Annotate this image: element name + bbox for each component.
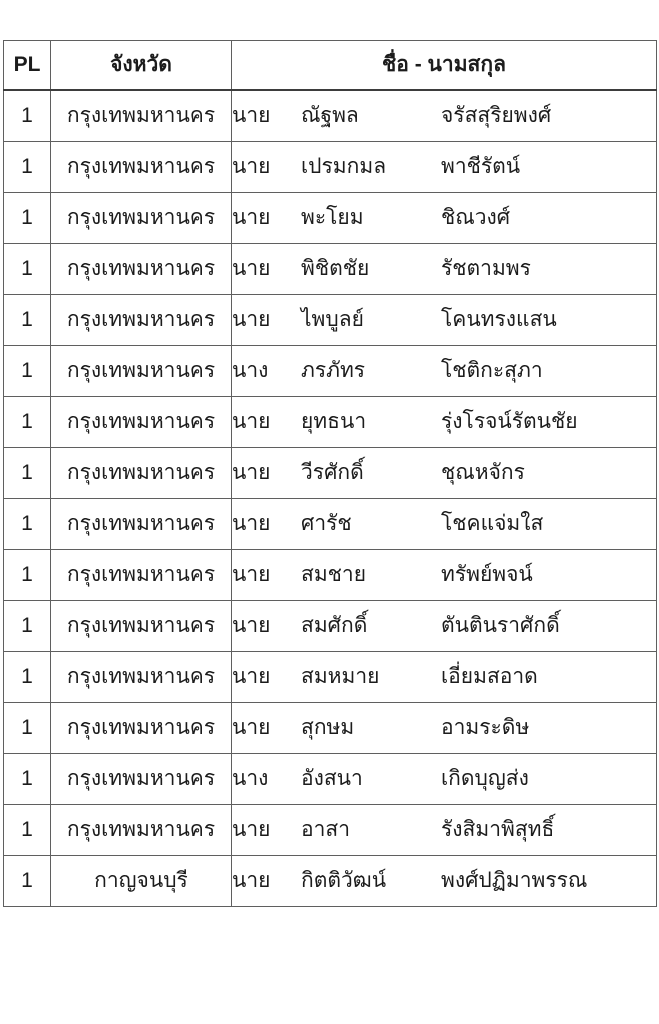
- cell-name: [232, 142, 657, 193]
- person-last-name: โชติกะสุภา: [441, 358, 543, 382]
- person-title: นาย: [232, 205, 271, 229]
- cell-province: กรุงเทพมหานคร: [51, 703, 232, 754]
- table-row: [4, 90, 657, 142]
- person-first-name: สมศักดิ์: [301, 613, 368, 637]
- name-grid: [232, 206, 656, 230]
- cell-name: [232, 346, 657, 397]
- table-row: [4, 856, 657, 907]
- person-last-name: รัชตามพร: [441, 256, 531, 280]
- header-row: [4, 41, 657, 91]
- name-grid: [232, 563, 656, 587]
- cell-pl: 1: [4, 90, 51, 142]
- person-last-name: พาชีรัตน์: [441, 154, 521, 178]
- cell-pl: 1: [4, 142, 51, 193]
- cell-province: กรุงเทพมหานคร: [51, 805, 232, 856]
- person-first-name: สุกษม: [301, 715, 355, 739]
- person-title: นาย: [232, 307, 271, 331]
- name-grid: [232, 410, 656, 434]
- cell-province: กรุงเทพมหานคร: [51, 295, 232, 346]
- cell-pl: 1: [4, 652, 51, 703]
- cell-name: [232, 244, 657, 295]
- cell-province: กรุงเทพมหานคร: [51, 754, 232, 805]
- cell-name: [232, 295, 657, 346]
- person-last-name: อามระดิษ: [441, 715, 530, 739]
- cell-pl: 1: [4, 856, 51, 907]
- cell-name: [232, 856, 657, 907]
- name-grid: [232, 818, 656, 842]
- cell-name: [232, 90, 657, 142]
- table-row: [4, 244, 657, 295]
- cell-province: กรุงเทพมหานคร: [51, 90, 232, 142]
- cell-province: กรุงเทพมหานคร: [51, 448, 232, 499]
- person-first-name: กิตติวัฒน์: [301, 868, 387, 892]
- cell-province: กรุงเทพมหานคร: [51, 142, 232, 193]
- name-grid: [232, 614, 656, 638]
- person-title: นาย: [232, 154, 271, 178]
- person-last-name: จรัสสุริยพงศ์: [441, 103, 552, 127]
- person-title: นาย: [232, 715, 271, 739]
- header-name: ชื่อ - นามสกุล: [232, 41, 657, 91]
- table-row: [4, 703, 657, 754]
- table-body: [4, 90, 657, 907]
- cell-province: กรุงเทพมหานคร: [51, 193, 232, 244]
- cell-name: [232, 193, 657, 244]
- name-grid: [232, 716, 656, 740]
- table-row: [4, 448, 657, 499]
- cell-province: กรุงเทพมหานคร: [51, 499, 232, 550]
- cell-name: [232, 499, 657, 550]
- table-row: [4, 295, 657, 346]
- name-grid: [232, 308, 656, 332]
- table-header: [4, 41, 657, 91]
- person-first-name: ภรภัทร: [301, 358, 366, 382]
- cell-province: กรุงเทพมหานคร: [51, 652, 232, 703]
- table-row: [4, 193, 657, 244]
- cell-pl: 1: [4, 550, 51, 601]
- cell-province: กาญจนบุรี: [51, 856, 232, 907]
- cell-pl: 1: [4, 601, 51, 652]
- table-row: [4, 652, 657, 703]
- header-pl: PL: [4, 41, 51, 91]
- cell-pl: 1: [4, 448, 51, 499]
- cell-name: [232, 448, 657, 499]
- person-last-name: ชิณวงศ์: [441, 205, 511, 229]
- cell-province: กรุงเทพมหานคร: [51, 601, 232, 652]
- province-name-table: [3, 40, 657, 907]
- cell-pl: 1: [4, 805, 51, 856]
- name-grid: [232, 257, 656, 281]
- person-title: นาง: [232, 766, 269, 790]
- person-first-name: เปรมกมล: [301, 154, 387, 178]
- cell-name: [232, 550, 657, 601]
- person-first-name: ศารัช: [301, 511, 352, 535]
- person-first-name: พิชิตชัย: [301, 256, 370, 280]
- table-row: [4, 397, 657, 448]
- person-first-name: ไพบูลย์: [301, 307, 364, 331]
- person-title: นาย: [232, 562, 271, 586]
- name-grid: [232, 104, 656, 128]
- person-title: นาย: [232, 409, 271, 433]
- cell-name: [232, 703, 657, 754]
- name-grid: [232, 767, 656, 791]
- person-title: นาย: [232, 664, 271, 688]
- person-title: นาย: [232, 103, 271, 127]
- cell-name: [232, 754, 657, 805]
- person-first-name: อังสนา: [301, 766, 363, 790]
- table-row: [4, 550, 657, 601]
- person-first-name: อาสา: [301, 817, 351, 841]
- person-first-name: พะโยม: [301, 205, 364, 229]
- cell-province: กรุงเทพมหานคร: [51, 397, 232, 448]
- cell-province: กรุงเทพมหานคร: [51, 346, 232, 397]
- cell-pl: 1: [4, 703, 51, 754]
- cell-pl: 1: [4, 346, 51, 397]
- table-row: [4, 754, 657, 805]
- person-first-name: สมหมาย: [301, 664, 380, 688]
- cell-pl: 1: [4, 499, 51, 550]
- cell-name: [232, 652, 657, 703]
- cell-pl: 1: [4, 295, 51, 346]
- cell-province: กรุงเทพมหานคร: [51, 550, 232, 601]
- name-grid: [232, 155, 656, 179]
- cell-name: [232, 805, 657, 856]
- name-grid: [232, 665, 656, 689]
- person-last-name: ตันตินราศักดิ์: [441, 613, 560, 637]
- cell-province: กรุงเทพมหานคร: [51, 244, 232, 295]
- person-title: นาย: [232, 256, 271, 280]
- person-first-name: ยุทธนา: [301, 409, 367, 433]
- name-grid: [232, 869, 656, 893]
- cell-name: [232, 397, 657, 448]
- person-title: นาย: [232, 511, 271, 535]
- cell-pl: 1: [4, 244, 51, 295]
- person-title: นาย: [232, 460, 271, 484]
- table-row: [4, 346, 657, 397]
- person-title: นาย: [232, 868, 271, 892]
- person-title: นาง: [232, 358, 269, 382]
- person-last-name: พงศ์ปฏิมาพรรณ: [441, 868, 588, 892]
- person-last-name: โชคแจ่มใส: [441, 511, 544, 535]
- person-first-name: ณัฐพล: [301, 103, 359, 127]
- table-row: [4, 601, 657, 652]
- name-grid: [232, 359, 656, 383]
- cell-name: [232, 601, 657, 652]
- person-last-name: ชุณหจักร: [441, 460, 525, 484]
- table-row: [4, 805, 657, 856]
- person-last-name: รังสิมาพิสุทธิ์: [441, 817, 555, 841]
- person-last-name: โคนทรงแสน: [441, 307, 557, 331]
- person-title: นาย: [232, 613, 271, 637]
- person-first-name: วีรศักดิ์: [301, 460, 364, 484]
- name-grid: [232, 512, 656, 536]
- person-last-name: เอี่ยมสอาด: [441, 664, 538, 688]
- cell-pl: 1: [4, 397, 51, 448]
- table-row: [4, 499, 657, 550]
- person-last-name: ทรัพย์พจน์: [441, 562, 533, 586]
- person-title: นาย: [232, 817, 271, 841]
- person-last-name: รุ่งโรจน์รัตนชัย: [441, 409, 578, 433]
- table-row: [4, 142, 657, 193]
- person-last-name: เกิดบุญส่ง: [441, 766, 529, 790]
- cell-pl: 1: [4, 754, 51, 805]
- name-grid: [232, 461, 656, 485]
- cell-pl: 1: [4, 193, 51, 244]
- header-province: จังหวัด: [51, 41, 232, 91]
- person-first-name: สมชาย: [301, 562, 367, 586]
